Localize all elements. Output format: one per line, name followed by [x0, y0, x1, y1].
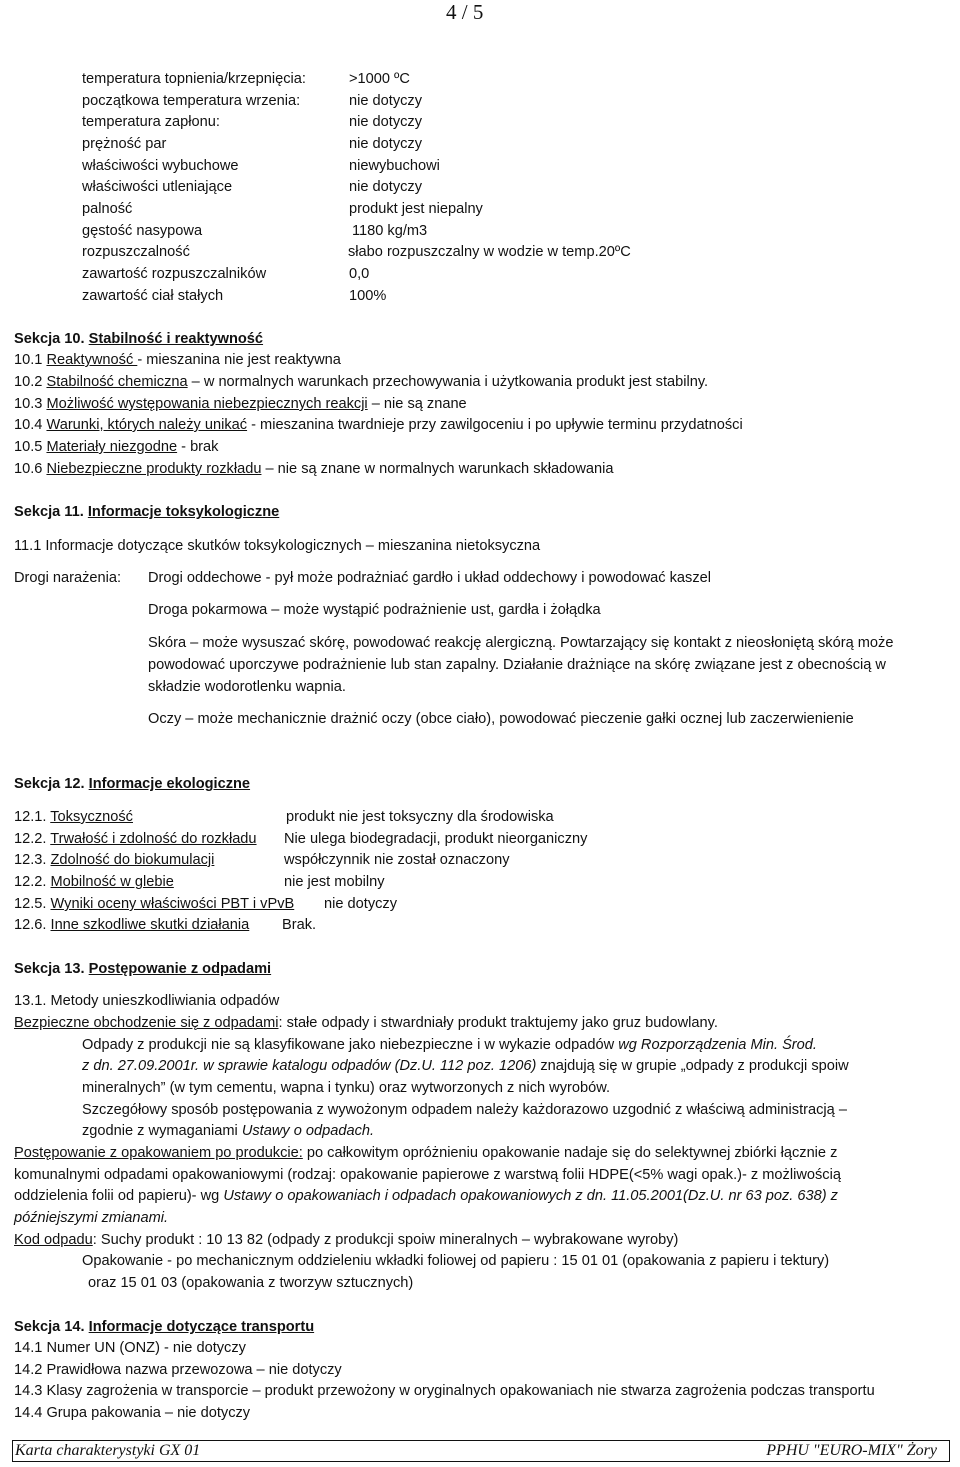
- item-text: - mieszanina twardnieje przy zawilgoceniu i po upływie terminu przydatności: [247, 417, 743, 433]
- item-label: Wyniki oceny właściwości PBT i vPvB: [50, 896, 295, 912]
- item-label: Materiały niezgodne: [46, 439, 178, 455]
- property-value: nie dotyczy: [349, 93, 423, 109]
- property-label: rozpuszczalność: [82, 244, 190, 260]
- eco-item-value: nie dotyczy: [324, 896, 398, 912]
- property-value: niewybuchowi: [349, 158, 440, 174]
- property-label: właściwości utleniające: [82, 179, 233, 195]
- waste-class-line-1: [82, 1036, 817, 1054]
- waste-class-line-3: mineralnych” (w tym cementu, wapna i tynku) oraz wytworzonych z nich wyrobów.: [82, 1080, 610, 1096]
- property-label: temperatura zapłonu:: [82, 114, 220, 130]
- footer: [12, 1440, 950, 1462]
- property-label: temperatura topnienia/krzepnięcia:: [82, 71, 306, 87]
- property-label: początkowa temperatura wrzenia:: [82, 93, 301, 109]
- page-separator: /: [461, 0, 468, 24]
- section-title: Stabilność i reaktywność: [88, 331, 264, 347]
- waste-code-text: : Suchy produkt : 10 13 82 (odpady z produkcji spoiw mineralnych – wybrakowane wyroby): [92, 1232, 679, 1248]
- section-10-item: [14, 395, 467, 413]
- packaging-text: po całkowitym opróżnieniu opakowanie nadaje się do selektywnej zbiórki łącznie z: [302, 1145, 838, 1161]
- route-eyes: Oczy – może mechanicznie drażnić oczy (obce ciało), powodować pieczenie gałki ocznej lub zaczerwienienie: [148, 711, 854, 727]
- property-label: zawartość ciał stałych: [82, 288, 224, 304]
- item-text: - brak: [177, 439, 219, 455]
- text-run: zgodnie z wymaganiami: [82, 1123, 242, 1139]
- waste-methods-heading: 13.1. Metody unieszkodliwiania odpadów: [14, 993, 280, 1009]
- waste-detail-line-2: [82, 1122, 374, 1140]
- text-run: znajdują się w grupie „odpady z produkcji spoiw: [536, 1058, 849, 1074]
- section-10-item: [14, 460, 614, 478]
- page-number: [446, 0, 483, 24]
- property-value: słabo rozpuszczalny w wodzie w temp.20ºC: [348, 244, 631, 260]
- route-oral: Droga pokarmowa – może wystąpić podrażnienie ust, gardła i żołądka: [148, 602, 601, 618]
- safe-handling-text: : stałe odpady i stwardniały produkt traktujemy jako gruz budowlany.: [278, 1015, 718, 1031]
- transport-item: 14.1 Numer UN (ONZ) - nie dotyczy: [14, 1340, 246, 1356]
- item-number: 10.4: [14, 417, 47, 433]
- property-value: nie dotyczy: [349, 114, 423, 130]
- section-10-item: [14, 438, 218, 456]
- item-label: Możliwość występowania niebezpiecznych reakcji: [46, 396, 368, 412]
- item-number: 12.1.: [14, 809, 51, 825]
- item-label: Reaktywność: [46, 352, 138, 368]
- eco-item-value: współczynnik nie został oznaczony: [284, 852, 510, 868]
- property-label: gęstość nasypowa: [82, 223, 203, 239]
- waste-code-line-2: Opakowanie - po mechanicznym oddzieleniu wkładki foliowej od papieru : 15 01 01 (opakowania z papieru i tektury): [82, 1253, 830, 1269]
- property-value: 100%: [349, 288, 387, 304]
- item-number: 10.6: [14, 461, 47, 477]
- section-prefix: Sekcja 11.: [14, 504, 88, 520]
- eco-item-label: [14, 851, 214, 869]
- section-prefix: Sekcja 10.: [14, 331, 89, 347]
- packaging-label: Postępowanie z opakowaniem po produkcie:: [14, 1145, 303, 1161]
- eco-item-value: nie jest mobilny: [284, 874, 385, 890]
- section-10-item: [14, 373, 708, 391]
- property-label: palność: [82, 201, 133, 217]
- item-text: - mieszanina nie jest reaktywna: [137, 352, 341, 368]
- item-label: Stabilność chemiczna: [46, 374, 188, 390]
- route-skin-line-3: składzie wodorotlenku wapnia.: [148, 679, 346, 695]
- eco-item-label: [14, 873, 174, 891]
- item-label: Warunki, których należy unikać: [46, 417, 248, 433]
- item-number: 10.5: [14, 439, 47, 455]
- property-label: prężność par: [82, 136, 167, 152]
- section-prefix: Sekcja 14.: [14, 1319, 89, 1335]
- text-run-italic: wg Rozporządzenia Min. Środ.: [618, 1037, 817, 1053]
- waste-detail-line-1: Szczegółowy sposób postępowania z wywożonym odpadem należy każdorazowo uzgodnić z właściwą administracją –: [82, 1102, 847, 1118]
- property-label: zawartość rozpuszczalników: [82, 266, 267, 282]
- section-title: Postępowanie z odpadami: [88, 961, 272, 977]
- text-run-italic: Ustawy o odpadach.: [241, 1123, 375, 1139]
- item-text: – nie są znane: [367, 396, 467, 412]
- section-12-heading: [14, 775, 250, 793]
- item-text: – nie są znane w normalnych warunkach składowania: [261, 461, 614, 477]
- text-run: oddzielenia folii od papieru)- wg: [14, 1188, 224, 1204]
- property-label: właściwości wybuchowe: [82, 158, 239, 174]
- page-current: 4: [446, 0, 457, 24]
- eco-item-value: produkt nie jest toksyczny dla środowiska: [286, 809, 554, 825]
- item-text: – w normalnych warunkach przechowywania i użytkowania produkt jest stabilny.: [187, 374, 709, 390]
- waste-class-line-2: [82, 1057, 849, 1075]
- item-number: 10.3: [14, 396, 47, 412]
- section-title: Informacje toksykologiczne: [87, 504, 280, 520]
- section-prefix: Sekcja 12.: [14, 776, 89, 792]
- property-value: nie dotyczy: [349, 136, 423, 152]
- item-number: 12.2.: [14, 831, 51, 847]
- eco-item-value: Brak.: [282, 917, 317, 933]
- item-number: 12.6.: [14, 917, 51, 933]
- text-run-italic: Ustawy o opakowaniach i odpadach opakowaniowych z dn. 11.05.2001(Dz.U. nr 63 poz. 638) z: [223, 1188, 838, 1204]
- item-label: Toksyczność: [50, 809, 133, 825]
- section-14-heading: [14, 1318, 314, 1336]
- safe-handling-label: Bezpieczne obchodzenie się z odpadami: [14, 1015, 279, 1031]
- item-number: 12.2.: [14, 874, 51, 890]
- section-10-heading: [14, 330, 263, 348]
- eco-item-value: Nie ulega biodegradacji, produkt nieorganiczny: [284, 831, 588, 847]
- route-skin-line-2: powodować uporczywe podrażnienie lub stan zapalny. Działanie drażniące na skórę związane jest z obecnością w: [148, 657, 886, 673]
- section-11-heading: [14, 503, 279, 521]
- text-run: Odpady z produkcji nie są klasyfikowane jako niebezpieczne i w wykazie odpadów: [82, 1037, 619, 1053]
- property-value: 0,0: [349, 266, 370, 282]
- packaging-handling: [14, 1144, 837, 1162]
- route-inhalation: Drogi oddechowe - pył może podrażniać gardło i układ oddechowy i powodować kaszel: [148, 570, 711, 586]
- item-label: Trwałość i zdolność do rozkładu: [50, 831, 257, 847]
- transport-item: 14.2 Prawidłowa nazwa przewozowa – nie dotyczy: [14, 1362, 342, 1378]
- eco-item-label: [14, 808, 133, 826]
- routes-label: Drogi narażenia:: [14, 570, 122, 586]
- waste-code-label: Kod odpadu: [14, 1232, 93, 1248]
- waste-code: [14, 1231, 678, 1249]
- property-value: nie dotyczy: [349, 179, 423, 195]
- property-value: 1180 kg/m3: [352, 223, 428, 239]
- item-number: 10.2: [14, 374, 47, 390]
- property-value: >1000 ºC: [349, 71, 410, 87]
- eco-item-label: [14, 895, 294, 913]
- packaging-line-2: komunalnymi odpadami opakowaniowymi (rodzaj: opakowanie papierowe z warstwą folii HDPE(<5% wagi opak.)- z możliwością: [14, 1167, 841, 1183]
- section-13-heading: [14, 960, 271, 978]
- item-number: 10.1: [14, 352, 47, 368]
- item-number: 12.5.: [14, 896, 51, 912]
- item-label: Inne szkodliwe skutki działania: [50, 917, 250, 933]
- text-run-italic: z dn. 27.09.2001r. w sprawie katalogu odpadów (Dz.U. 112 poz. 1206): [82, 1058, 537, 1074]
- eco-item-label: [14, 916, 249, 934]
- page-total: 5: [472, 0, 484, 24]
- property-value: produkt jest niepalny: [349, 201, 483, 217]
- safe-handling: [14, 1014, 718, 1032]
- section-title: Informacje dotyczące transportu: [88, 1319, 315, 1335]
- item-label: Zdolność do biokumulacji: [50, 852, 215, 868]
- section-10-item: [14, 416, 743, 434]
- section-10-item: [14, 351, 341, 369]
- transport-item: 14.3 Klasy zagrożenia w transporcie – produkt przewożony w oryginalnych opakowaniach nie stwarza zagrożenia podczas transportu: [14, 1383, 875, 1399]
- packaging-line-4: późniejszymi zmianami.: [14, 1210, 169, 1226]
- section-11-intro: 11.1 Informacje dotyczące skutków toksykologicznych – mieszanina nietoksyczna: [14, 538, 541, 554]
- section-prefix: Sekcja 13.: [14, 961, 89, 977]
- transport-item: 14.4 Grupa pakowania – nie dotyczy: [14, 1405, 251, 1421]
- packaging-line-3: [14, 1187, 838, 1205]
- eco-item-label: [14, 830, 257, 848]
- item-label: Niebezpieczne produkty rozkładu: [46, 461, 262, 477]
- route-skin-line-1: Skóra – może wysuszać skórę, powodować reakcję alergiczną. Powtarzający się kontakt z nieosłoniętą skórą może: [148, 635, 894, 651]
- footer-document-name: Karta charakterystyki GX 01: [15, 1442, 201, 1459]
- section-title: Informacje ekologiczne: [88, 776, 251, 792]
- waste-code-line-3: oraz 15 01 03 (opakowania z tworzyw sztucznych): [88, 1275, 414, 1291]
- item-label: Mobilność w glebie: [50, 874, 174, 890]
- item-number: 12.3.: [14, 852, 51, 868]
- footer-company: PPHU "EURO-MIX" Żory: [766, 1442, 937, 1459]
